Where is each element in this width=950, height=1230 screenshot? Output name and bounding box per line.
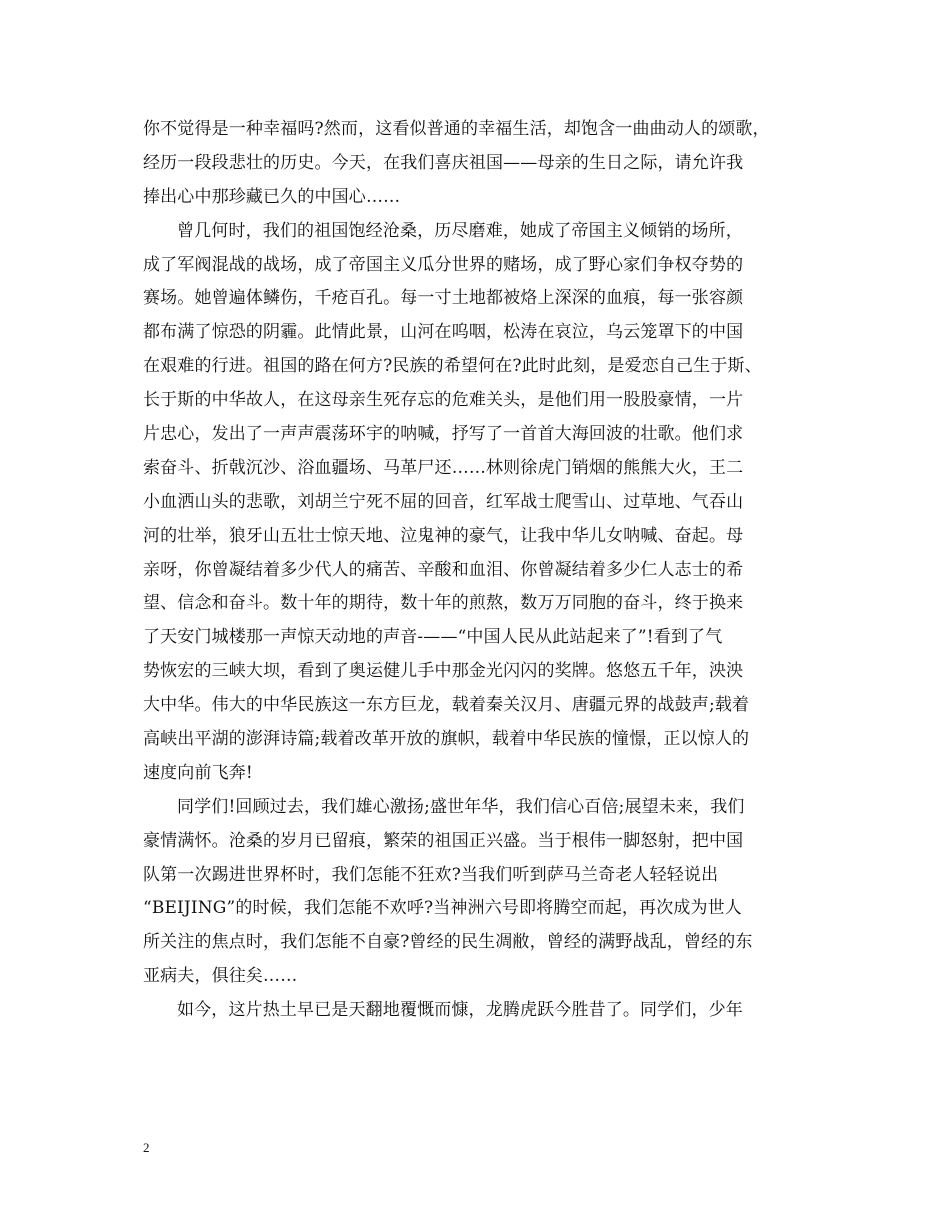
- text-line: 片忠心，发出了一声声震荡环宇的呐喊，抒写了一首首大海回波的壮歌。他们求: [143, 424, 744, 445]
- text-line: 索奋斗、折戟沉沙、浴血疆场、马革尸还……林则徐虎门销烟的熊熊大火，王二: [143, 457, 744, 478]
- text-line: 曾几何时，我们的祖国饱经沧桑，历尽磨难，她成了帝国主义倾销的场所，: [177, 220, 743, 241]
- text-line: 高峡出平湖的澎湃诗篇;载着改革开放的旗帜，载着中华民族的憧憬，正以惊人的: [143, 729, 750, 750]
- text-line: 大中华。伟大的中华民族这一东方巨龙，载着秦关汉月、唐疆元界的战鼓声;载着: [143, 695, 750, 716]
- text-line: 亲呀，你曾凝结着多少代人的痛苦、辛酸和血泪、你曾凝结着多少仁人志士的希: [143, 559, 744, 580]
- text-line: 了天安门城楼那一声惊天动地的声音-——“中国人民从此站起来了”!看到了气: [143, 627, 723, 648]
- text-line: 你不觉得是一种幸福吗?然而，这看似普通的幸福生活，却饱含一曲曲动人的颂歌，: [143, 119, 770, 139]
- text-line: 势恢宏的三峡大坝，看到了奥运健儿手中那金光闪闪的奖牌。悠悠五千年，泱泱: [143, 661, 744, 682]
- text-line: 望、信念和奋斗。数十年的期待，数十年的煎熬，数万万同胞的奋斗，终于换来: [143, 593, 744, 614]
- body-text: [143, 113, 813, 1028]
- text-line: 队第一次踢进世界杯时，我们怎能不狂欢?当我们听到萨马兰奇老人轻轻说出: [143, 864, 719, 885]
- text-line: 捧出心中那珍藏已久的中国心……: [143, 186, 401, 207]
- text-line: 河的壮举，狼牙山五壮士惊天地、泣鬼神的豪气，让我中华儿女呐喊、奋起。母: [143, 525, 744, 546]
- text-line: “BEIJING”的时候，我们怎能不欢呼?当神洲六号即将腾空而起，再次成为世人: [143, 898, 742, 919]
- text-line: 在艰难的行进。祖国的路在何方?民族的希望何在?此时此刻，是爱恋自己生于斯、: [143, 356, 762, 377]
- text-line: 亚病夫，俱往矣……: [143, 966, 298, 987]
- text-line: 都布满了惊恐的阴霾。此情此景，山河在呜咽，松涛在哀泣，乌云笼罩下的中国: [143, 322, 744, 343]
- text-line: 长于斯的中华故人，在这母亲生死存忘的危难关头，是他们用一股股豪情，一片: [143, 390, 744, 411]
- text-line: 速度向前飞奔!: [143, 762, 253, 783]
- text-line: 豪情满怀。沧桑的岁月已留痕，繁荣的祖国正兴盛。当于根伟一脚怒射，把中国: [143, 830, 744, 851]
- text-line: 如今，这片热土早已是天翻地覆慨而慷，龙腾虎跃今胜昔了。同学们，少年: [177, 1000, 743, 1021]
- text-line: 赛场。她曾遍体鳞伤，千疮百孔。每一寸土地都被烙上深深的血痕，每一张容颜: [143, 288, 744, 309]
- text-line: 同学们!回顾过去，我们雄心激扬;盛世年华，我们信心百倍;展望未来，我们: [177, 796, 745, 817]
- page-number: 2: [143, 1140, 150, 1155]
- text-line: 成了军阀混战的战场，成了帝国主义瓜分世界的赌场，成了野心家们争权夺势的: [143, 254, 744, 275]
- text-line: 所关注的焦点时，我们怎能不自豪?曾经的民生凋敝，曾经的满野战乱，曾经的东: [143, 932, 753, 953]
- text-line: 小血洒山头的悲歌，刘胡兰宁死不屈的回音，红军战士爬雪山、过草地、气吞山: [143, 491, 744, 512]
- text-line: 经历一段段悲壮的历史。今天，在我们喜庆祖国——母亲的生日之际，请允许我: [143, 152, 744, 173]
